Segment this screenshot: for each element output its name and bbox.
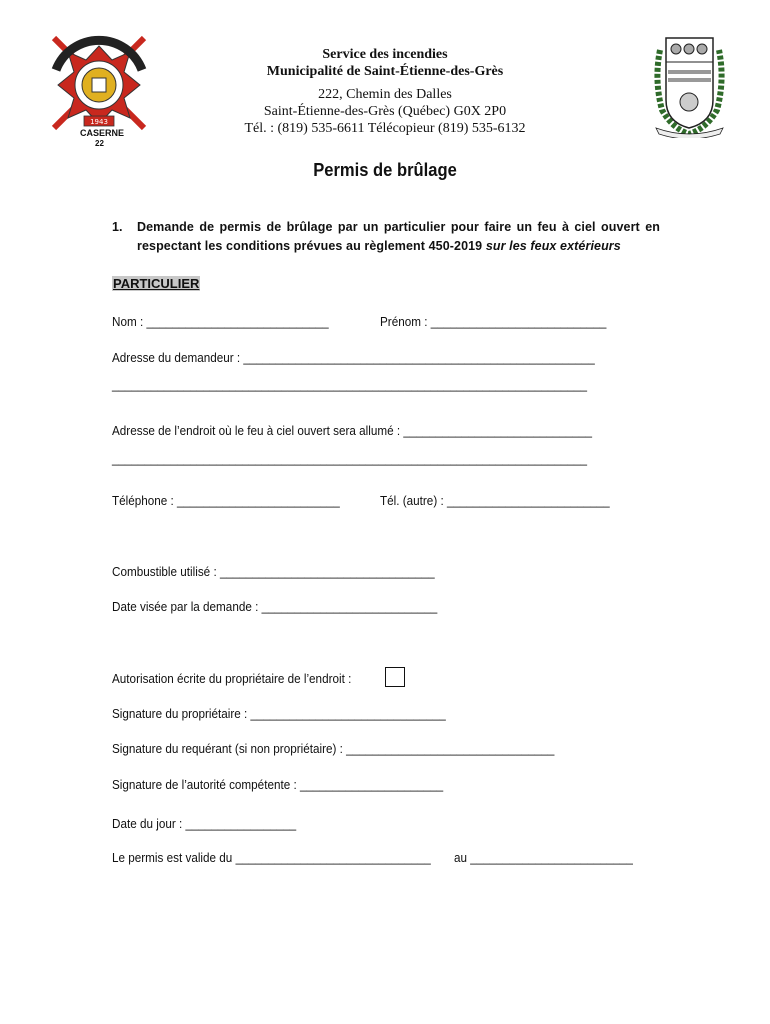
address-line-1: 222, Chemin des Dalles bbox=[318, 87, 452, 102]
section-text: Demande de permis de brûlage par un particulier pour faire un feu à ciel ouvert en respectant les conditions prévues au règlement 450-2019 sur les feux extérieurs bbox=[137, 220, 660, 253]
service-name: Service des incendies bbox=[322, 47, 448, 62]
autorisation-checkbox[interactable] bbox=[385, 667, 405, 687]
section-italic: sur les feux extérieurs bbox=[485, 239, 621, 253]
municipal-coat-of-arms-icon bbox=[652, 30, 727, 138]
combustible-field[interactable]: Combustible utilisé : _________________________________ bbox=[112, 564, 435, 579]
nom-field[interactable]: Nom : ____________________________ bbox=[112, 314, 329, 329]
permis-valide-au-field[interactable]: au _________________________ bbox=[454, 850, 633, 865]
page-title: Permis de brûlage bbox=[313, 160, 457, 180]
signature-proprietaire-field[interactable]: Signature du propriétaire : ______________________________ bbox=[112, 706, 446, 721]
adresse-endroit-line2[interactable]: _________________________________________________________________________ bbox=[112, 451, 588, 466]
header-block bbox=[200, 46, 570, 137]
adresse-endroit-field[interactable]: Adresse de l’endroit où le feu à ciel ouvert sera allumé : _____________________________ bbox=[112, 423, 593, 438]
adresse-demandeur-line2[interactable]: _________________________________________________________________________ bbox=[112, 377, 588, 392]
phone-fax-line: Tél. : (819) 535-6611 Télécopieur (819) 535-6132 bbox=[244, 121, 526, 136]
caserne-label: CASERNE bbox=[80, 128, 125, 138]
permis-valide-du-field[interactable]: Le permis est valide du ______________________________ bbox=[112, 850, 431, 865]
signature-requerant-field[interactable]: Signature du requérant (si non propriétaire) : ________________________________ bbox=[112, 741, 555, 756]
municipality-name: Municipalité de Saint-Étienne-des-Grès bbox=[266, 64, 504, 79]
autorisation-label: Autorisation écrite du propriétaire de l’endroit : bbox=[112, 671, 352, 686]
particulier-heading: PARTICULIER bbox=[113, 276, 200, 291]
signature-autorite-field[interactable]: Signature de l’autorité compétente : ______________________ bbox=[112, 777, 444, 792]
svg-text:1943: 1943 bbox=[90, 118, 108, 126]
section-1 bbox=[112, 218, 660, 256]
telephone-field[interactable]: Téléphone : _________________________ bbox=[112, 493, 340, 508]
date-visee-field[interactable]: Date visée par la demande : ___________________________ bbox=[112, 599, 438, 614]
adresse-demandeur-field[interactable]: Adresse du demandeur : ______________________________________________________ bbox=[112, 350, 595, 365]
caserne-number: 22 bbox=[95, 139, 104, 148]
section-number: 1. bbox=[112, 220, 123, 234]
tel-autre-field[interactable]: Tél. (autre) : _________________________ bbox=[380, 493, 610, 508]
date-du-jour-field[interactable]: Date du jour : _________________ bbox=[112, 816, 297, 831]
prenom-field[interactable]: Prénom : ___________________________ bbox=[380, 314, 607, 329]
address-line-2: Saint-Étienne-des-Grès (Québec) G0X 2P0 bbox=[263, 104, 507, 119]
